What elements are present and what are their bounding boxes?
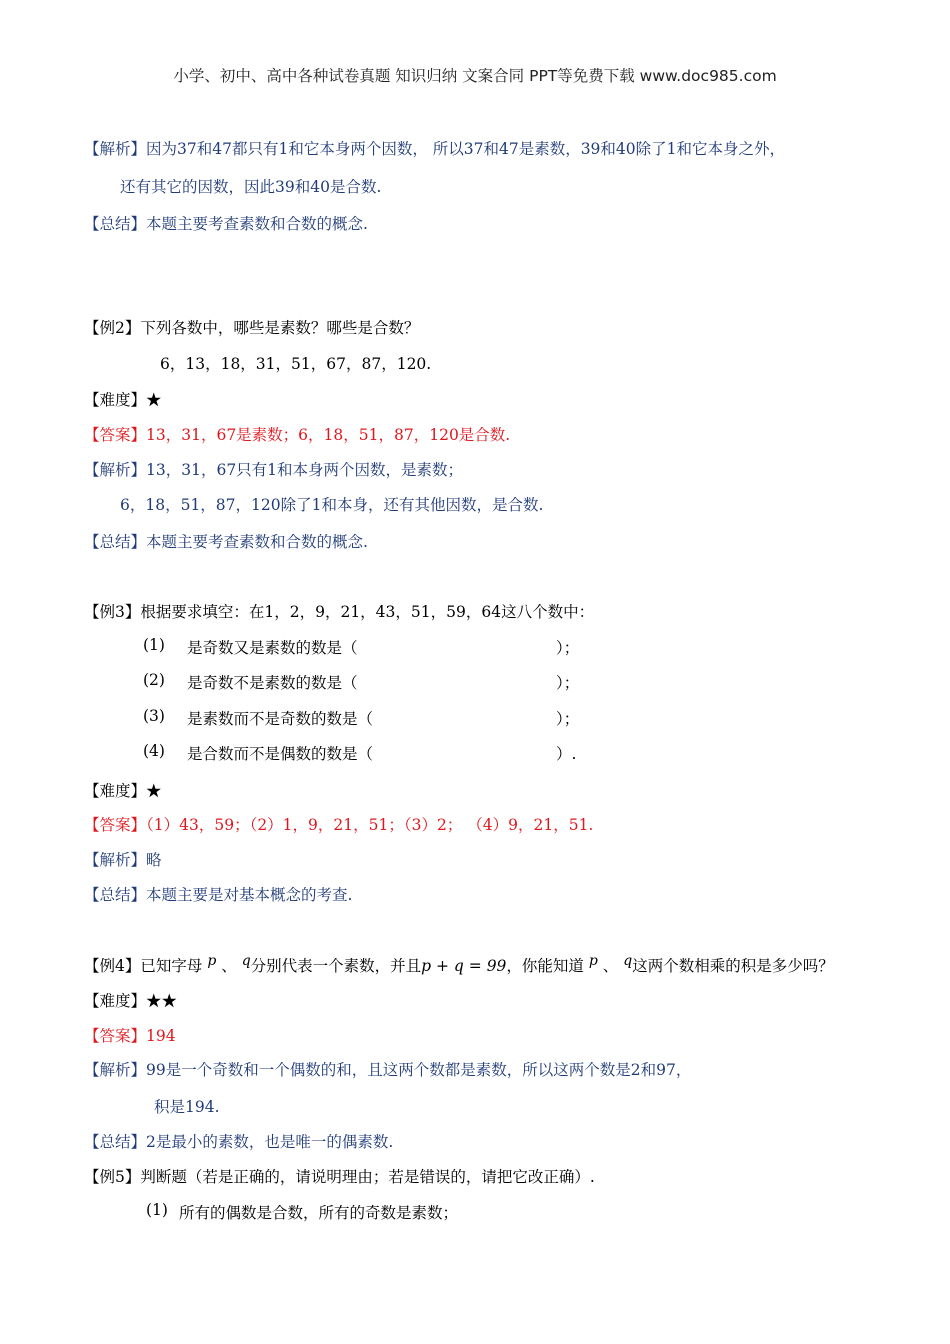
difficulty-stars: ★ <box>146 782 162 800</box>
ex4-difficulty <box>84 989 177 1011</box>
ex1-analysis-line-1 <box>84 137 785 159</box>
analysis-tag: 【解析】 <box>84 461 147 479</box>
item-number: (3) <box>143 707 165 725</box>
ex3-item-4-end: ）. <box>556 745 577 763</box>
variable-q: q <box>241 953 251 969</box>
ex3-item-1 <box>143 636 358 657</box>
ex2-difficulty <box>84 388 162 410</box>
ex5-item-1 <box>146 1201 459 1222</box>
summary-tag: 【总结】 <box>84 215 147 233</box>
item-number: (4) <box>143 742 165 760</box>
ex3-item-2-end: ）； <box>556 674 580 692</box>
summary-tag: 【总结】 <box>84 533 147 551</box>
answer-text: 13，31，67是素数；6，18，51，87，120是合数. <box>146 426 511 444</box>
ex3-item-1-end: ）； <box>556 639 580 657</box>
ex3-difficulty <box>84 779 162 801</box>
ex4-question <box>84 954 834 976</box>
example-tag: 【例3】 <box>84 603 141 621</box>
ex1-summary <box>84 212 368 234</box>
difficulty-tag: 【难度】 <box>84 782 147 800</box>
item-number: (1) <box>146 1201 168 1219</box>
ex3-analysis <box>84 848 162 870</box>
question-text-3: ，你能知道 <box>506 957 584 975</box>
item-text: 所有的偶数是合数，所有的奇数是素数； <box>179 1204 459 1222</box>
item-text: 是奇数不是素数的数是（ <box>187 674 358 692</box>
answer-text: 194 <box>146 1027 176 1045</box>
question-text: 根据要求填空：在1，2，9，21，43，51，59，64这八个数中： <box>140 603 595 621</box>
analysis-tag: 【解析】 <box>84 1061 147 1079</box>
answer-tag: 【答案】 <box>84 1027 147 1045</box>
ex2-summary <box>84 530 368 552</box>
summary-tag: 【总结】 <box>84 886 147 904</box>
summary-tag: 【总结】 <box>84 1133 147 1151</box>
variable-q-2: q <box>623 953 633 969</box>
analysis-text: 因为37和47都只有1和它本身两个因数， 所以37和47是素数，39和40除了1和它本身之外， <box>146 140 786 158</box>
difficulty-tag: 【难度】 <box>84 391 147 409</box>
difficulty-stars: ★★ <box>146 992 178 1010</box>
item-number: (1) <box>143 636 165 654</box>
ex2-analysis-line-2: 6，18，51，87，120除了1和本身，还有其他因数，是合数. <box>120 496 544 514</box>
page-header: 小学、初中、高中各种试卷真题 知识归纳 文案合同 PPT等免费下载 www.doc985.com <box>173 67 777 85</box>
ex4-analysis-line-2: 积是194. <box>154 1098 220 1116</box>
item-number: (2) <box>143 671 165 689</box>
ex2-numbers: 6，13，18，31，51，67，87，120. <box>160 355 432 373</box>
summary-text: 2是最小的素数，也是唯一的偶素数. <box>146 1133 394 1151</box>
ex3-question <box>84 600 594 622</box>
item-text: 是素数而不是奇数的数是（ <box>187 710 374 728</box>
ex4-answer <box>84 1024 176 1046</box>
ex5-question <box>84 1165 595 1187</box>
equation: p + q = 99 <box>421 957 507 975</box>
answer-tag: 【答案】 <box>84 426 147 444</box>
separator: 、 <box>221 957 237 975</box>
ex4-analysis-line-1 <box>84 1058 691 1080</box>
ex3-summary <box>84 883 352 905</box>
ex1-analysis-line-2: 还有其它的因数，因此39和40是合数. <box>120 178 382 196</box>
variable-p-2: p <box>588 953 598 969</box>
analysis-text: 略 <box>146 851 162 869</box>
ex3-item-2 <box>143 671 358 692</box>
ex3-item-3-end: ）； <box>556 710 580 728</box>
summary-text: 本题主要考查素数和合数的概念. <box>146 215 368 233</box>
answer-tag: 【答案】 <box>84 816 147 834</box>
difficulty-tag: 【难度】 <box>84 992 147 1010</box>
answer-text: （1）43，59；（2）1，9，21，51；（3）2； （4）9，21，51. <box>146 816 594 834</box>
ex3-answer <box>84 813 593 835</box>
question-text-2: 分别代表一个素数，并且 <box>250 957 422 975</box>
variable-p: p <box>207 953 217 969</box>
ex3-item-3 <box>143 707 374 728</box>
ex2-answer <box>84 423 510 445</box>
analysis-text: 13，31，67只有1和本身两个因数，是素数； <box>146 461 464 479</box>
question-text: 判断题（若是正确的，请说明理由；若是错误的，请把它改正确）. <box>140 1168 595 1186</box>
summary-text: 本题主要考查素数和合数的概念. <box>146 533 368 551</box>
analysis-tag: 【解析】 <box>84 140 147 158</box>
question-text: 下列各数中，哪些是素数？哪些是合数？ <box>140 319 420 337</box>
analysis-text: 99是一个奇数和一个偶数的和，且这两个数都是素数，所以这两个数是2和97， <box>146 1061 692 1079</box>
summary-text: 本题主要是对基本概念的考查. <box>146 886 353 904</box>
item-text: 是合数而不是偶数的数是（ <box>187 745 374 763</box>
analysis-tag: 【解析】 <box>84 851 147 869</box>
item-text: 是奇数又是素数的数是（ <box>187 639 358 657</box>
difficulty-stars: ★ <box>146 391 162 409</box>
ex2-question <box>84 316 419 338</box>
separator-2: 、 <box>602 957 619 975</box>
question-text-4: 这两个数相乘的积是多少吗？ <box>632 957 834 975</box>
ex2-analysis-line-1 <box>84 458 463 480</box>
ex3-item-4 <box>143 742 374 763</box>
ex4-summary <box>84 1130 393 1152</box>
example-tag: 【例4】 <box>84 957 141 975</box>
example-tag: 【例2】 <box>84 319 141 337</box>
example-tag: 【例5】 <box>84 1168 141 1186</box>
question-text-1: 已知字母 <box>140 957 203 975</box>
